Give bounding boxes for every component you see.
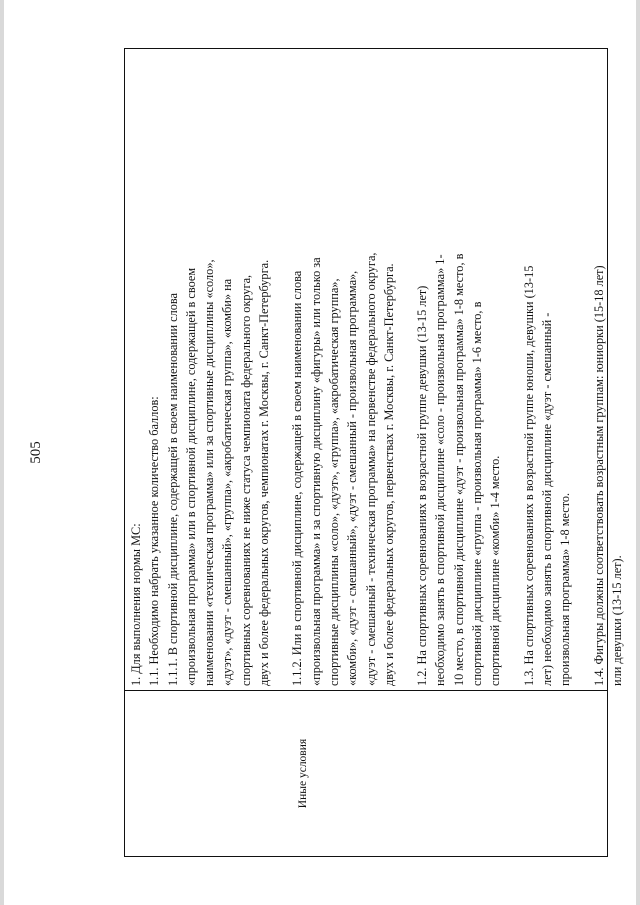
text-line: спортивной дисциплине «группа - произвольная программа» 1-6 место, в — [470, 301, 485, 686]
text-line: 1.4. Фигуры должны соответствовать возрастным группам: юниорки (15-18 лет) — [591, 265, 606, 686]
text-line: 10 место, в спортивной дисциплине «дуэт - произвольная программа» 1-8 место, в — [451, 253, 466, 686]
text-line: 1.1.1. В спортивной дисциплине, содержащей в своем наименовании слова — [165, 293, 180, 686]
text-line: необходимо занять в спортивной дисциплине «соло - произвольная программа» 1- — [433, 254, 448, 686]
text-line: 1.1.2. Или в спортивной дисциплине, содержащей в своем наименовании слова — [290, 270, 305, 686]
label-cell — [125, 690, 607, 856]
item-1-3 — [520, 55, 575, 686]
label-text: Иные условия — [297, 738, 309, 809]
text-line: «произвольная программа» и за спортивную дисциплину «фигуры» или только за — [308, 257, 323, 686]
text-line: 1.2. На спортивных соревнованиях в возрастной группе девушки (13-15 лет) — [415, 285, 430, 686]
heading: 1. Для выполнения нормы МС: — [129, 523, 143, 686]
item-1-2 — [413, 55, 504, 686]
intro-paragraph: 1.1. Необходимо набрать указанное количество баллов: — [147, 396, 162, 686]
text-line: или девушки (13-15 лет). — [609, 555, 624, 686]
text-line: лет) необходимо занять в спортивной дисциплине «дуэт - смешанный - — [539, 312, 554, 686]
text-line: произвольная программа» 1-8 место. — [558, 492, 573, 686]
text-line: спортивной дисциплине «комби» 1-4 место. — [488, 455, 503, 686]
text-line: 1.3. На спортивных соревнованиях в возрастной группе юноши, девушки (13-15 — [521, 265, 536, 686]
text-line: «произвольная программа» или в спортивной дисциплине, содержащей в своем — [183, 267, 198, 686]
text-line: «дуэт», «дуэт - смешанный», «группа», «акробатическая группа», «комби» на — [220, 278, 235, 686]
text-line: «дуэт - смешанный - техническая программа» на первенстве федерального округа, — [363, 252, 378, 686]
item-1-1-1 — [164, 55, 274, 686]
page-number: 505 — [28, 441, 44, 464]
conditions-table — [124, 48, 624, 857]
text-line: двух и более федеральных округов, первенствах г. Москвы, г. Санкт-Петербурга. — [381, 263, 396, 686]
text-line: спортивные дисциплины «соло», «дуэт», «группа», «акробатическая группа», — [326, 278, 341, 686]
item-1-1-2 — [288, 55, 398, 686]
text-line: двух и более федеральных округов, чемпионатах г. Москвы, г. Санкт-Петербурга. — [257, 259, 272, 686]
text-line: спортивных соревнованиях не ниже статуса чемпионата федерального округа, — [238, 274, 253, 686]
content-cell — [125, 49, 624, 690]
text-line: «комби», «дуэт - смешанный», «дуэт - смешанный - произвольная программа», — [345, 270, 360, 686]
item-1-4 — [590, 55, 627, 686]
text-line: наименовании «техническая программа» или за спортивные дисциплины «соло», — [202, 259, 217, 686]
